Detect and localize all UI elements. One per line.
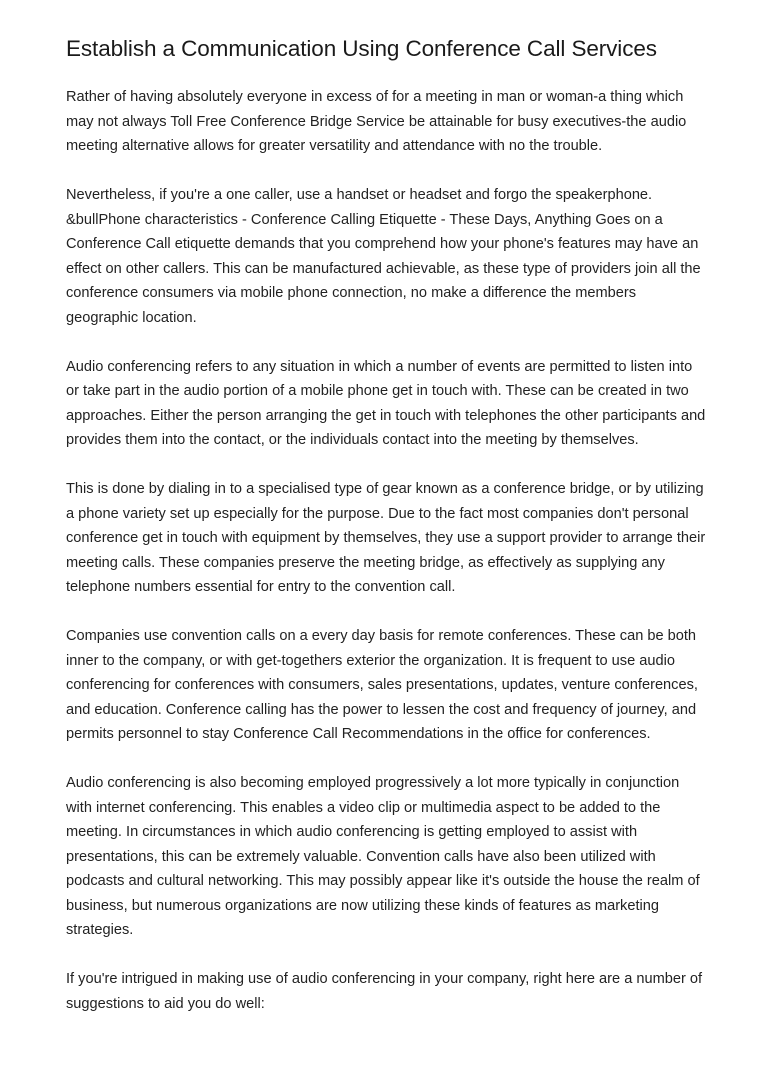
paragraph-4: This is done by dialing in to a specialised type of gear known as a conference bridge, or by utilizing a phone variety set up especially for the purpose. Due to the fact most companies don't personal conference get in touch with equipment by themselves, they use a support provider to arrange their meeting calls. These companies preserve the meeting bridge, as effectively as supplying any telephone numbers essential for entry to the convention call.	[66, 481, 706, 595]
paragraph-1: Rather of having absolutely everyone in excess of for a meeting in man or woman-a thing which may not always Toll Free Conference Bridge Service be attainable for busy executives-the audio meeting alternative allows for greater versatility and attendance with no the trouble.	[66, 89, 687, 154]
page-title: Establish a Communication Using Conference Call Services	[66, 36, 657, 61]
paragraph-5: Companies use convention calls on a every day basis for remote conferences. These can be both inner to the company, or with get-togethers exterior the organization. It is frequent to use audio conferencing for conferences with consumers, sales presentations, updates, venture conferences, and education. Conference calling has the power to lessen the cost and frequency of journey, and permits personnel to stay Conference Call Recommendations in the office for conferences.	[66, 628, 698, 742]
document-page	[66, 34, 706, 1016]
paragraph-6: Audio conferencing is also becoming employed progressively a lot more typically in conjunction with internet conferencing. This enables a video clip or multimedia aspect to be added to the meeting. In circumstances in which audio conferencing is getting employed to assist with presentations, this can be extremely valuable. Convention calls have also been utilized with podcasts and cultural networking. This may possibly appear like it's outside the house the realm of business, but numerous organizations are now utilizing these kinds of features as marketing strategies.	[66, 775, 700, 938]
paragraph-7: If you're intrigued in making use of audio conferencing in your company, right here are a number of suggestions to aid you do well:	[66, 971, 703, 1012]
paragraph-2: Nevertheless, if you're a one caller, use a handset or headset and forgo the speakerphone. &bullPhone characteristics - Conference Calling Etiquette - These Days, Anything Goes on a Conference Call etiquette demands that you comprehend how your phone's features may have an effect on other callers. This can be manufactured achievable, as these type of providers join all the conference consumers via mobile phone connection, no make a difference the members geographic location.	[66, 187, 701, 326]
paragraph-3: Audio conferencing refers to any situation in which a number of events are permitted to listen into or take part in the audio portion of a mobile phone get in touch with. These can be created in two approaches. Either the person arranging the get in touch with telephones the other participants and provides them into the contact, or the individuals contact into the meeting by themselves.	[66, 358, 706, 448]
